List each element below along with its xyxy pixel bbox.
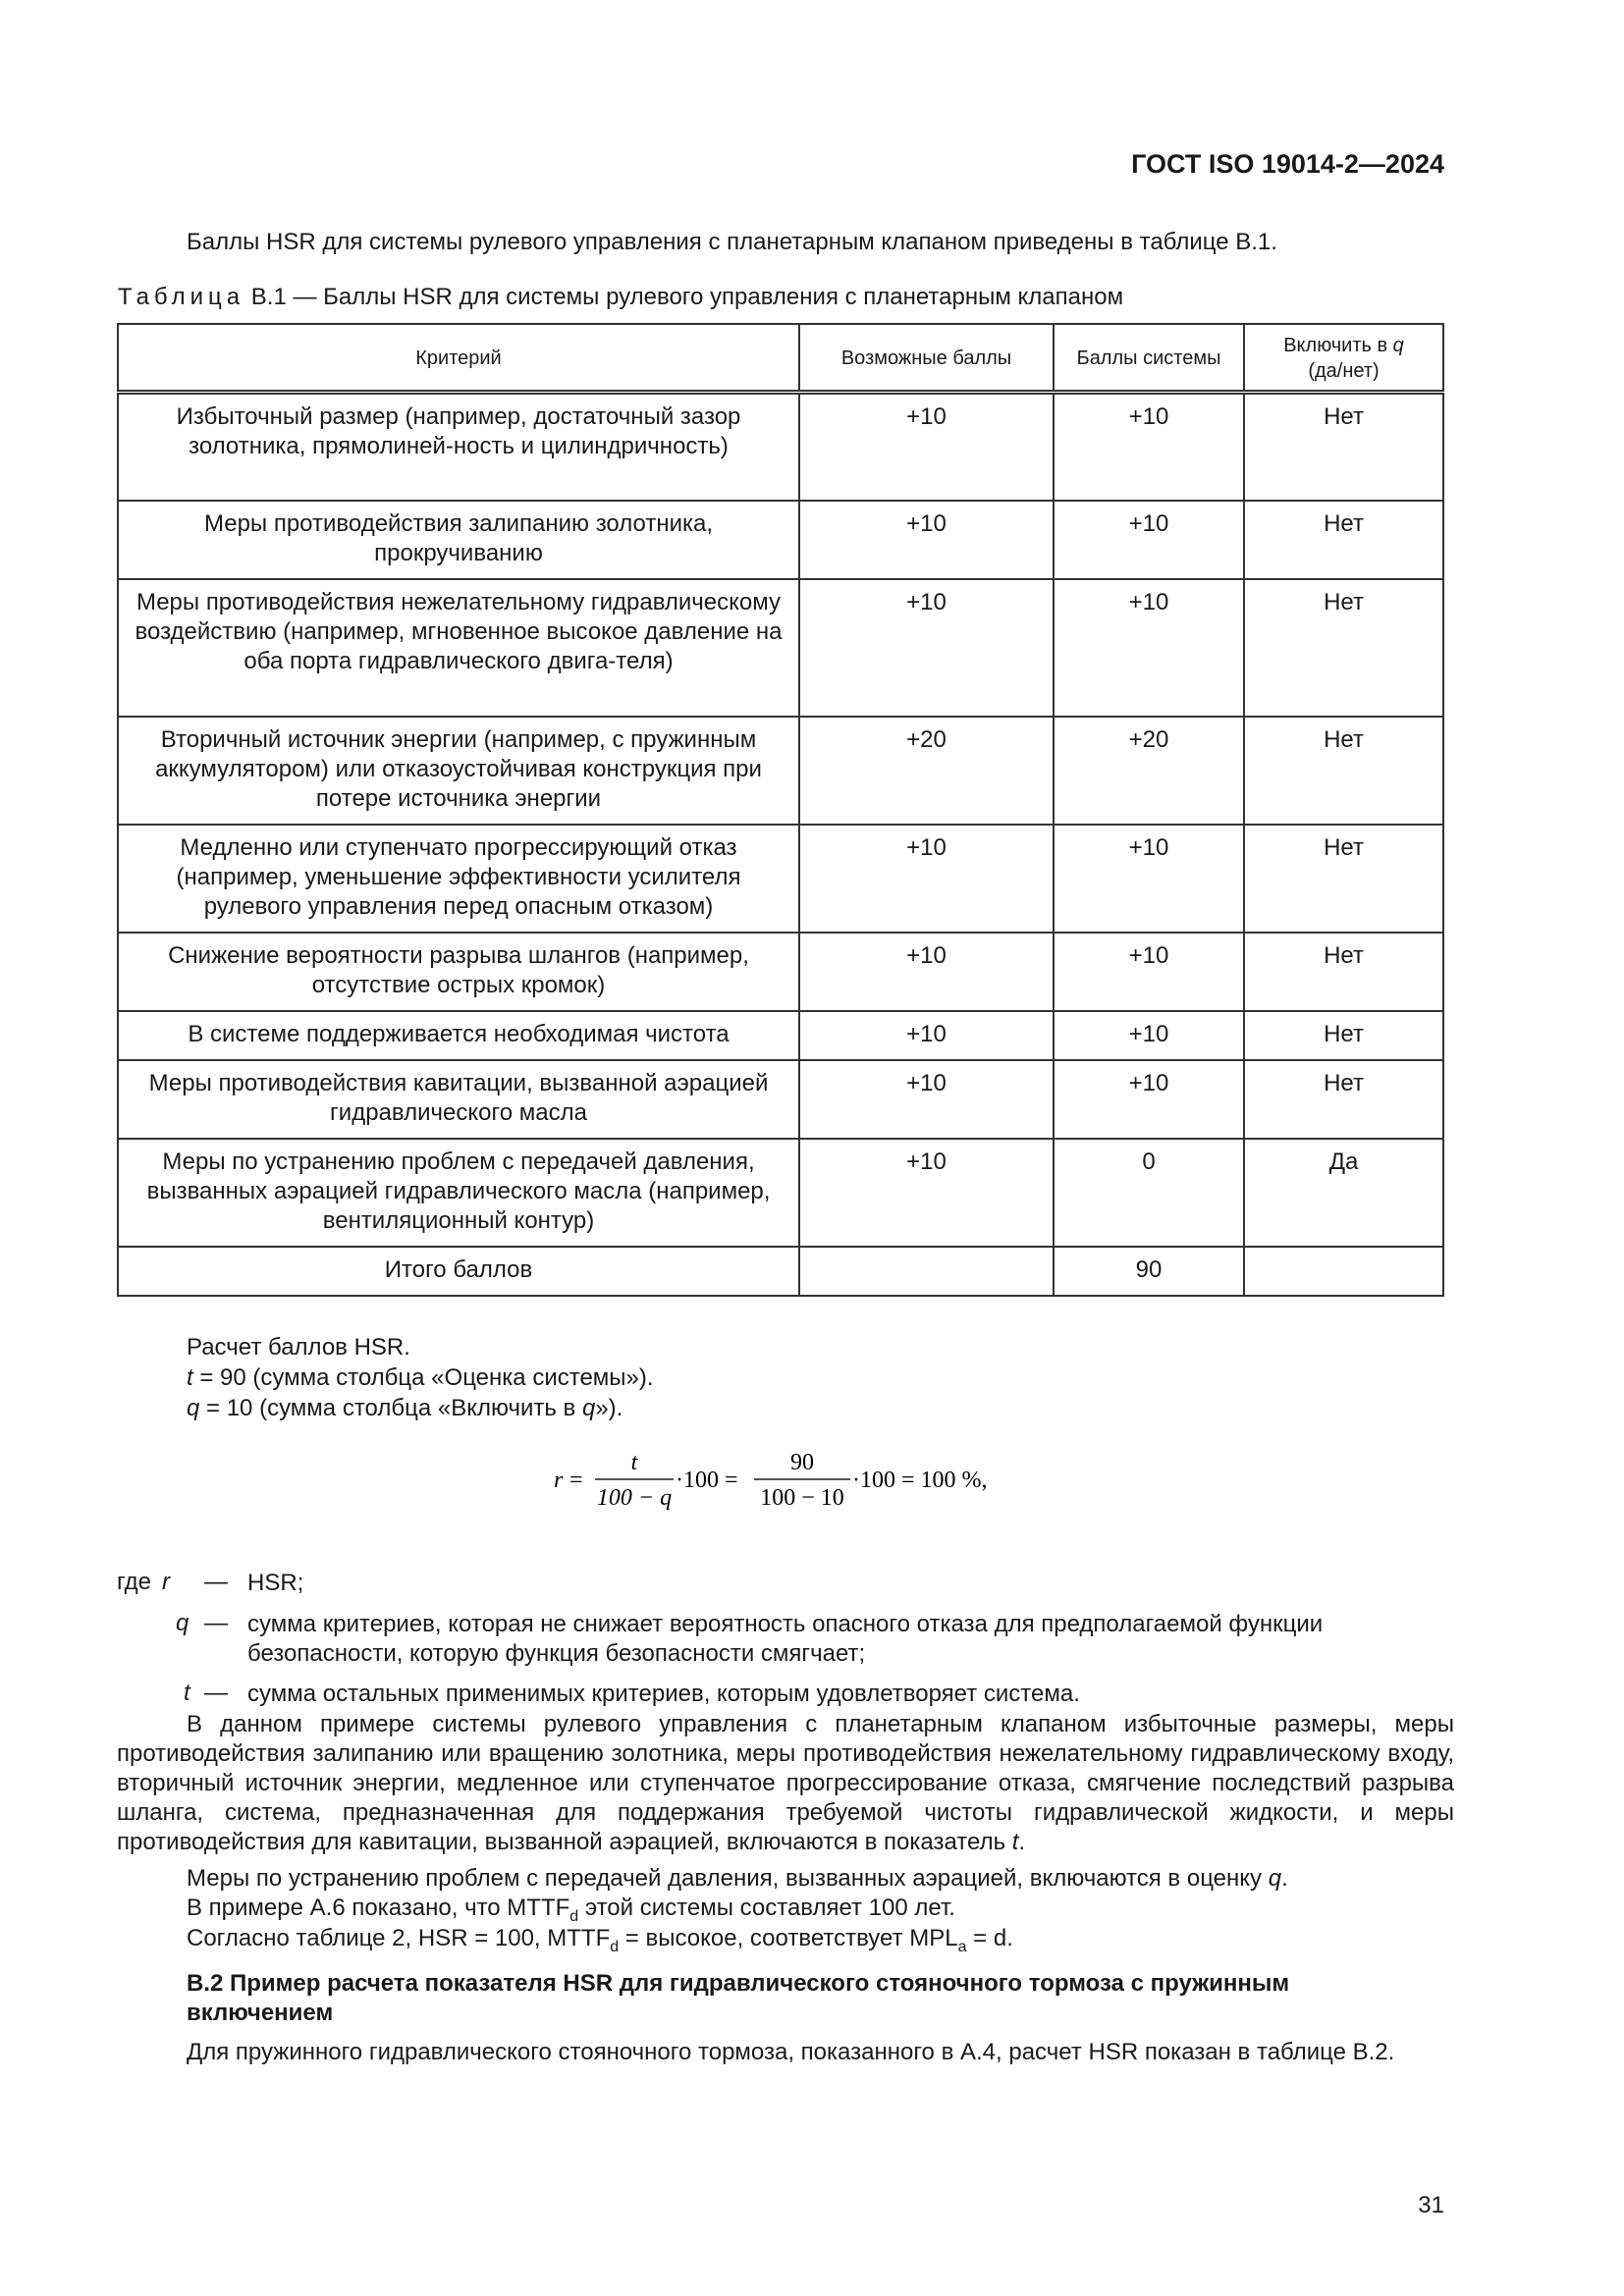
column-header-include-sub: (да/нет) <box>1308 360 1380 382</box>
cell-possible: +10 <box>799 1139 1054 1247</box>
var-t: t <box>1011 1829 1019 1855</box>
paragraph-text: В примере А.6 показано, что MTTF <box>187 1895 570 1921</box>
cell-possible: +10 <box>799 393 1054 501</box>
cell-system: +10 <box>1054 933 1244 1011</box>
cell-system: +10 <box>1054 1011 1244 1060</box>
calculation-block <box>187 1332 654 1423</box>
table-row <box>118 501 1443 579</box>
calculation-title: Расчет баллов HSR. <box>187 1334 410 1361</box>
cell-possible: +10 <box>799 1060 1054 1139</box>
column-header-include <box>1244 324 1443 393</box>
table-row <box>118 825 1443 933</box>
cell-total-include <box>1244 1247 1443 1296</box>
definition-dash: — <box>204 1680 228 1706</box>
paragraph-text: этой системы составляет 100 лет. <box>578 1895 955 1921</box>
table-row <box>118 1060 1443 1139</box>
var-t: t <box>187 1364 193 1391</box>
var-q: q <box>187 1395 200 1421</box>
cell-include: Нет <box>1244 717 1443 825</box>
paragraph-text: Согласно таблице 2, HSR = 100, MTTF <box>187 1925 611 1951</box>
column-header-criterion: Критерий <box>118 324 799 393</box>
calculation-q-line <box>187 1393 654 1423</box>
column-header-include-text: Включить в <box>1283 335 1393 356</box>
column-header-possible: Возможные баллы <box>799 324 1054 393</box>
cell-criterion: Меры противодействия кавитации, вызванной аэрацией гидравлического масла <box>118 1060 799 1139</box>
cell-system: +10 <box>1054 393 1244 501</box>
section-text: Для пружинного гидравлического стояночного тормоза, показанного в А.4, расчет HSR показан в таблице В.2. <box>187 2039 1395 2065</box>
formula-mul: ·100 = <box>676 1468 738 1493</box>
definition-symbol: r <box>162 1569 170 1595</box>
cell-system: +10 <box>1054 501 1244 579</box>
cell-criterion: Меры противодействия залипанию золотника, прокручиванию <box>118 501 799 579</box>
cell-system: 0 <box>1054 1139 1244 1247</box>
table-total-row <box>118 1247 1443 1296</box>
cell-possible: +10 <box>799 825 1054 933</box>
table-caption-prefix: Таблица <box>118 284 245 310</box>
var-q: q <box>581 1395 596 1421</box>
calculation-q-text: = 10 (сумма столбца «Включить в <box>199 1395 582 1421</box>
formula-r: r <box>554 1468 564 1493</box>
table-row <box>118 579 1443 717</box>
cell-total-system: 90 <box>1054 1247 1244 1296</box>
formula-result: ·100 = 100 %, <box>852 1468 988 1493</box>
definition-r <box>117 1569 1454 1598</box>
document-code: ГОСТ ISO 19014-2—2024 <box>1131 149 1444 179</box>
cell-system: +20 <box>1054 717 1244 825</box>
definition-text: сумма остальных применимых критериев, которым удовлетворяет система. <box>247 1681 1080 1707</box>
definition-symbol: q <box>176 1610 189 1636</box>
section-title: В.2 Пример расчета показателя HSR для гидравлического стояночного тормоза с пружинным включением <box>187 1970 1290 2026</box>
table-row <box>118 717 1443 825</box>
table-caption <box>118 284 1453 311</box>
cell-include: Нет <box>1244 933 1443 1011</box>
subscript: d <box>610 1939 620 1955</box>
table-caption-text: В.1 — Баллы HSR для системы рулевого управления с планетарным клапаном <box>244 284 1124 310</box>
cell-total-possible <box>799 1247 1054 1296</box>
hsr-formula-svg <box>554 1448 1015 1513</box>
formula-num1: t <box>630 1450 638 1475</box>
paragraph-q-note <box>187 1865 1288 1893</box>
definition-dash: — <box>204 1610 228 1636</box>
paragraph-text: В данном примере системы рулевого управления с планетарным клапаном избыточные размеры, меры противодействия залипанию или вращению золотника, меры противодействия нежелательному гидравлическому входу, вторичный источник энергии, медленное или ступенчатое прогрессирование отказа, смягчение последствий разрыва шланга, система, предназначенная для поддержания требуемой чистоты гидравлической жидкости, и меры противодействия для кавитации, вызванной аэрацией, включаются в показатель <box>117 1711 1454 1855</box>
calculation-q-text-end: »). <box>595 1395 623 1421</box>
cell-criterion: В системе поддерживается необходимая чистота <box>118 1011 799 1060</box>
cell-include: Нет <box>1244 501 1443 579</box>
cell-total-label: Итого баллов <box>118 1247 799 1296</box>
page-number: 31 <box>1418 2192 1444 2218</box>
paragraph-text: = высокое, соответствует MPL <box>619 1925 958 1951</box>
cell-include: Нет <box>1244 825 1443 933</box>
subscript: d <box>569 1908 579 1925</box>
cell-system: +10 <box>1054 579 1244 717</box>
paragraph-mpl <box>187 1925 1013 1956</box>
calculation-t-line <box>187 1362 654 1393</box>
paragraph-text: Меры по устранению проблем с передачей давления, вызванных аэрацией, включаются в оценку <box>187 1865 1269 1892</box>
paragraph-end: . <box>1281 1865 1288 1892</box>
definition-q <box>117 1610 1454 1669</box>
cell-criterion: Вторичный источник энергии (например, с пружинным аккумулятором) или отказоустойчивая конструкция при потере источника энергии <box>118 717 799 825</box>
cell-system: +10 <box>1054 825 1244 933</box>
paragraph-text: = d. <box>966 1925 1013 1951</box>
table-row <box>118 393 1443 501</box>
definition-dash: — <box>204 1569 228 1595</box>
cell-criterion: Снижение вероятности разрыва шлангов (например, отсутствие острых кромок) <box>118 933 799 1011</box>
cell-criterion: Медленно или ступенчато прогрессирующий отказ (например, уменьшение эффективности усилителя рулевого управления перед опасным отказом) <box>118 825 799 933</box>
definition-text: сумма критериев, которая не снижает вероятность опасного отказа для предполагаемой функции безопасности, которую функция безопасности смягчает; <box>247 1611 1324 1667</box>
intro-text: Баллы HSR для системы рулевого управления с планетарным клапаном приведены в таблице В.1. <box>187 229 1277 255</box>
cell-criterion: Избыточный размер (например, достаточный зазор золотника, прямолиней-ность и цилиндричность) <box>118 393 799 501</box>
definition-t <box>117 1680 1454 1709</box>
cell-criterion: Меры противодействия нежелательному гидравлическому воздействию (например, мгновенное высокое давление на оба порта гидравлического двига-теля) <box>118 579 799 717</box>
cell-include: Нет <box>1244 393 1443 501</box>
cell-include: Да <box>1244 1139 1443 1247</box>
definition-symbol: t <box>184 1680 190 1706</box>
definition-text: HSR; <box>247 1570 304 1596</box>
paragraph-mttf <box>187 1895 955 1926</box>
calculation-t-text: = 90 (сумма столбца «Оценка системы»). <box>192 1364 654 1391</box>
paragraph-example <box>117 1710 1454 1857</box>
column-header-include-q: q <box>1392 335 1404 356</box>
hsr-formula <box>554 1448 1015 1513</box>
cell-system: +10 <box>1054 1060 1244 1139</box>
table-row <box>118 933 1443 1011</box>
cell-possible: +10 <box>799 501 1054 579</box>
cell-include: Нет <box>1244 579 1443 717</box>
var-q: q <box>1268 1865 1282 1892</box>
cell-possible: +10 <box>799 1011 1054 1060</box>
cell-possible: +10 <box>799 579 1054 717</box>
cell-include: Нет <box>1244 1011 1443 1060</box>
table-row <box>118 1139 1443 1247</box>
where-lead: где <box>117 1569 152 1595</box>
table-row <box>118 1011 1443 1060</box>
cell-possible: +10 <box>799 933 1054 1011</box>
formula-num2: 90 <box>790 1450 814 1475</box>
cell-criterion: Меры по устранению проблем с передачей давления, вызванных аэрацией гидравлического масла (например, вентиляционный контур) <box>118 1139 799 1247</box>
cell-include: Нет <box>1244 1060 1443 1139</box>
formula-den2: 100 − 10 <box>760 1485 844 1511</box>
subscript: a <box>957 1939 967 1955</box>
formula-den1: 100 − q <box>596 1485 673 1511</box>
paragraph-end: . <box>1018 1829 1026 1855</box>
formula-eq: = <box>569 1468 583 1493</box>
cell-possible: +20 <box>799 717 1054 825</box>
hsr-table <box>117 323 1444 1297</box>
column-header-system: Баллы системы <box>1054 324 1244 393</box>
table-header-row <box>118 324 1443 393</box>
